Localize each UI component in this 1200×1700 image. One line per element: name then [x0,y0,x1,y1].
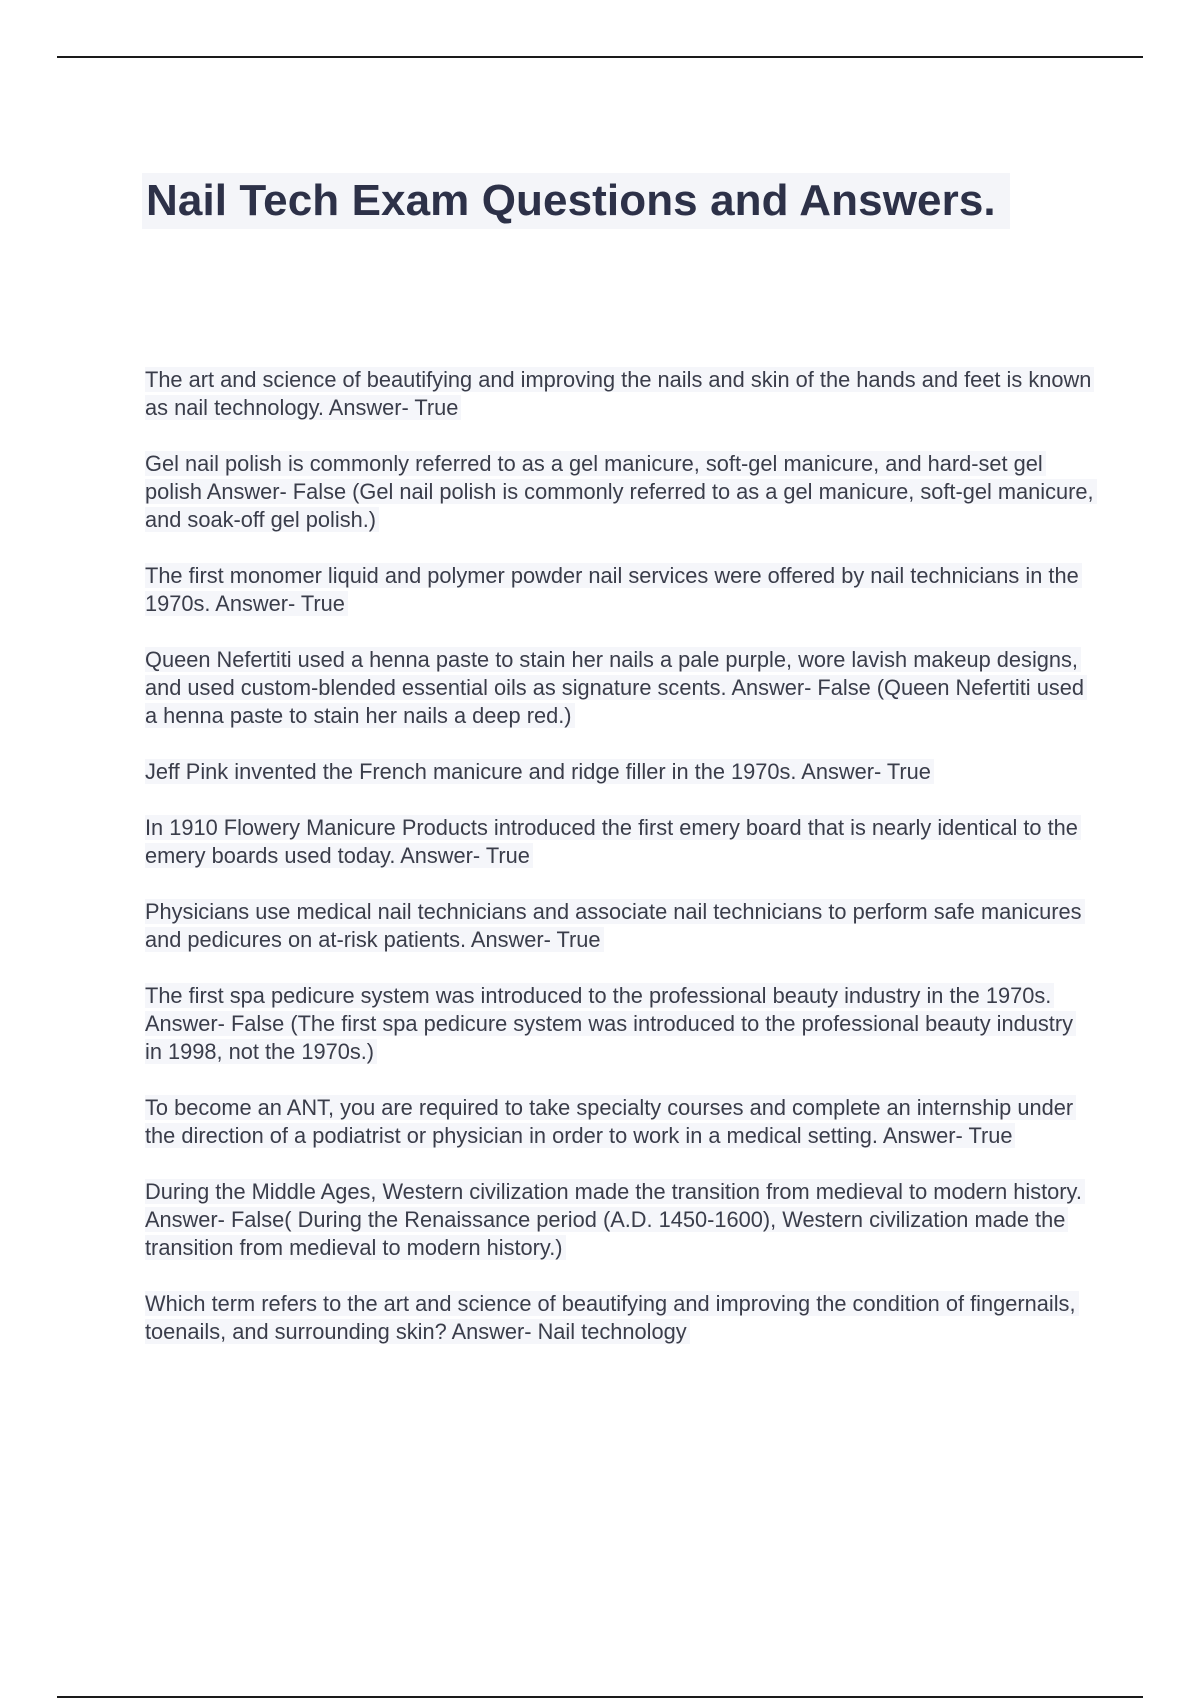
qa-item [145,366,1095,422]
qa-text: Physicians use medical nail technicians and associate nail technicians to perform safe manicures and pedicures on at-risk patients. Answer- True [145,899,1085,952]
qa-item [145,450,1095,534]
qa-item [145,898,1095,954]
qa-item [145,1290,1095,1346]
top-rule [57,56,1143,58]
qa-text: Gel nail polish is commonly referred to as a gel manicure, soft-gel manicure, and hard-set gel polish Answer- False (Gel nail polish is commonly referred to as a gel manicure, soft-gel manicure, and soak-off gel polish.) [145,451,1097,532]
qa-text: The art and science of beautifying and improving the nails and skin of the hands and feet is known as nail technology. Answer- True [145,367,1094,420]
qa-item [145,814,1095,870]
qa-text: During the Middle Ages, Western civilization made the transition from medieval to modern history. Answer- False( During the Renaissance period (A.D. 1450-1600), Western civilization made the transition from medieval to modern history.) [145,1179,1085,1260]
qa-text: Which term refers to the art and science of beautifying and improving the condition of fingernails, toenails, and surrounding skin? Answer- Nail technology [145,1291,1079,1344]
qa-item [145,1178,1095,1262]
qa-text: The first spa pedicure system was introduced to the professional beauty industry in the 1970s. Answer- False (The first spa pedicure system was introduced to the professional beauty industry in 1998, not the 1970s.) [145,983,1076,1064]
qa-text: To become an ANT, you are required to take specialty courses and complete an internship under the direction of a podiatrist or physician in order to work in a medical setting. Answer- True [145,1095,1076,1148]
qa-item [145,1094,1095,1150]
bottom-rule [57,1696,1143,1698]
qa-list [145,366,1095,1374]
page-title: Nail Tech Exam Questions and Answers. [142,173,1010,229]
qa-text: Queen Nefertiti used a henna paste to stain her nails a pale purple, wore lavish makeup designs, and used custom-blended essential oils as signature scents. Answer- False (Queen Nefertiti used a henna paste to stain her nails a deep red.) [145,647,1087,728]
qa-item [145,982,1095,1066]
qa-text: The first monomer liquid and polymer powder nail services were offered by nail technicians in the 1970s. Answer- True [145,563,1082,616]
qa-text: In 1910 Flowery Manicure Products introduced the first emery board that is nearly identical to the emery boards used today. Answer- True [145,815,1081,868]
qa-item [145,562,1095,618]
qa-item [145,758,1095,786]
qa-text: Jeff Pink invented the French manicure and ridge filler in the 1970s. Answer- True [145,759,934,784]
qa-item [145,646,1095,730]
